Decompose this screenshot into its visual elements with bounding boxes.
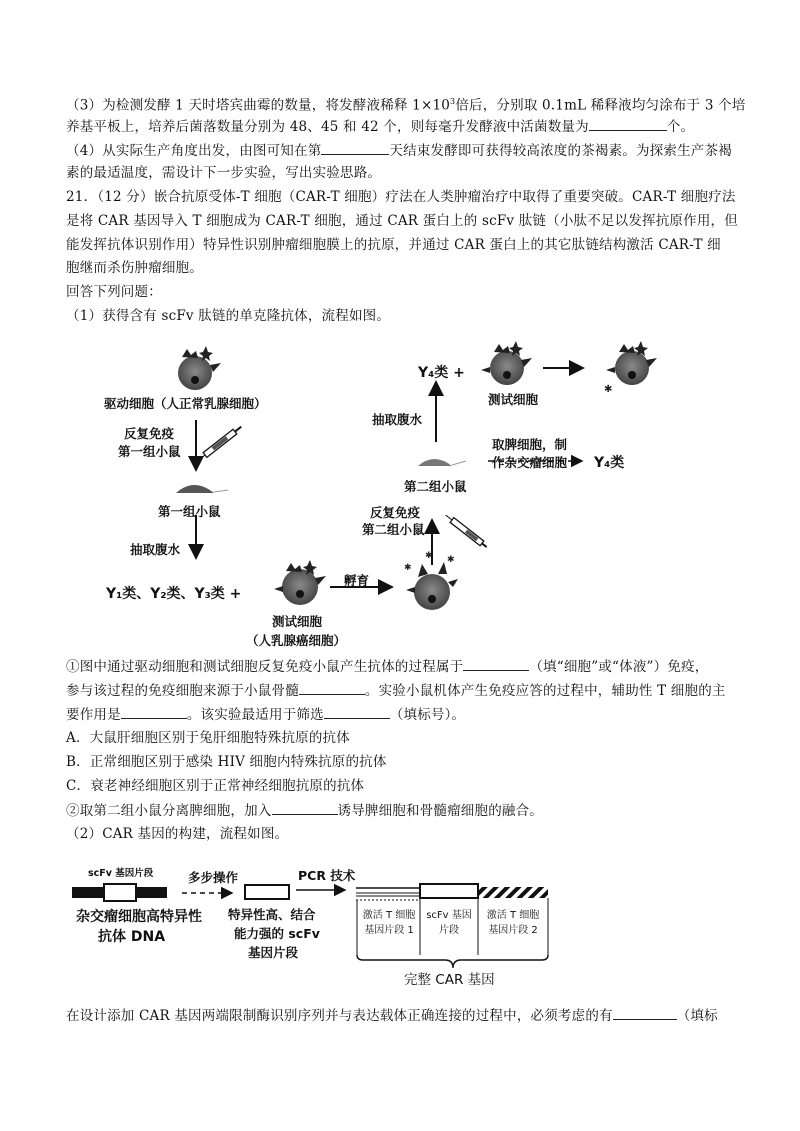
mouse-icon — [418, 459, 466, 466]
svg-text:✱: ✱ — [604, 384, 613, 395]
q1-2-line — [66, 800, 543, 821]
answer-blank[interactable] — [613, 1005, 677, 1020]
q4-text: （4）从实际生产角度出发，由图可知在第 — [66, 143, 322, 159]
segment-text: 基因片段 1 — [364, 925, 414, 936]
q3-text: 倍后，分别取 0.1mL 稀释液均匀涂布于 3 个培 — [455, 97, 746, 114]
test-cell-label: （人乳腺癌细胞） — [246, 633, 347, 648]
segment-text: 激活 T 细胞 — [486, 910, 540, 921]
q21-line-1: 21．（12 分）嵌合抗原受体-T 细胞（CAR-T 细胞）疗法在人类肿瘤治疗中取得了重要突破。CAR-T 细胞疗法 — [66, 189, 736, 205]
q-text: ②取第二组小鼠分离脾细胞，加入 — [66, 803, 272, 819]
mouse1-label: 第一组小鼠 — [158, 504, 221, 519]
svg-text:✱: ✱ — [404, 563, 412, 573]
hybridoma-label: 杂交瘤细胞高特异性 — [76, 909, 202, 925]
q21-line-4: 胞继而杀伤肿瘤细胞。 — [66, 260, 203, 276]
immunize-label: 第二组小鼠 — [362, 522, 425, 537]
option-b: B．正常细胞区别于感染 HIV 细胞内特殊抗原的抗体 — [66, 754, 387, 770]
immunize-label: 反复免疫 — [370, 505, 421, 520]
answer-blank[interactable] — [299, 680, 365, 695]
test-cell-icon — [274, 560, 326, 605]
q4-line-2: 素的最适温度，需设计下一步实验，写出实验思路。 — [66, 165, 382, 181]
mouse-icon — [176, 485, 228, 493]
answer-blank[interactable] — [121, 704, 187, 719]
q1-1-line-3 — [66, 704, 465, 725]
antibodies-label: Y₁类、Y₂类、Y₃类 + — [106, 586, 242, 602]
mouse2-label: 第二组小鼠 — [404, 479, 467, 494]
spleen-label: 取脾细胞，制 — [492, 437, 568, 452]
part2-title: （2）CAR 基因的构建，流程如图。 — [66, 826, 289, 842]
q-text: 诱导脾细胞和骨髓瘤细胞的融合。 — [337, 803, 543, 819]
q-text: （填标号）。 — [389, 707, 466, 723]
y4-result-label: Y₄类 — [594, 455, 625, 471]
scfv-fragment-box — [245, 885, 289, 899]
answer-blank[interactable] — [324, 704, 390, 719]
q1-1-line-2 — [66, 680, 726, 701]
q3-text: （3）为检测发酵 1 天时塔宾曲霉的数量，将发酵液稀释 1×10 — [66, 97, 451, 114]
segment-text: 片段 — [439, 925, 459, 936]
test-cell-icon — [604, 341, 657, 395]
q3-line-2 — [66, 116, 694, 137]
q-text: 在设计添加 CAR 基因两端限制酶识别序列并与表达载体正确连接的过程中，必须考虑的有 — [66, 1008, 613, 1024]
q3-line-1 — [66, 92, 746, 116]
q4-line-1 — [66, 140, 732, 161]
pcr-label: PCR 技术 — [298, 868, 356, 883]
spleen-label: 作杂交瘤细胞 — [492, 455, 568, 470]
segment-text: scFv 基因 — [426, 910, 472, 921]
q21-line-2: 是将 CAR 基因导入 T 细胞成为 CAR-T 细胞，通过 CAR 蛋白上的 scFv 肽链（小肽不足以发挥抗原作用，但 — [66, 213, 738, 229]
q-text: （填“细胞”或“体液”）免疫， — [529, 659, 709, 675]
q3-text: 个。 — [666, 119, 695, 135]
segment-scfv-label — [420, 908, 478, 938]
final-line — [66, 1005, 718, 1026]
hybridoma-label: 抗体 DNA — [98, 929, 166, 945]
immunize-label: 第一组小鼠 — [118, 444, 181, 459]
q-text: （填标 — [676, 1008, 718, 1024]
diagram1-graphics — [0, 330, 800, 660]
q-text: 。实验小鼠机体产生免疫应答的过程中，辅助性 T 细胞的主 — [364, 683, 726, 699]
q-text: ①图中通过驱动细胞和测试细胞反复免疫小鼠产生抗体的过程属于 — [66, 659, 464, 675]
scfv-desc: 特异性高、结合 — [228, 907, 316, 922]
ascites-label: 抽取腹水 — [130, 542, 181, 557]
svg-text:✱: ✱ — [425, 551, 433, 561]
scfv-desc: 基因片段 — [248, 945, 299, 960]
q4-text: 天结束发酵即可获得较高浓度的茶褐素。为探索生产茶褐 — [389, 143, 732, 159]
q21-part1-title: （1）获得含有 scFv 肽链的单克隆抗体，流程如图。 — [66, 308, 391, 324]
segment-2-label — [478, 908, 548, 938]
driver-cell-label: 驱动细胞（人正常乳腺细胞） — [104, 396, 267, 411]
option-c: C．衰老神经细胞区别于正常神经细胞抗原的抗体 — [66, 778, 365, 794]
scfv-desc: 能力强的 scFv — [234, 926, 320, 941]
hatched-segment — [478, 887, 548, 898]
y4-label: Y₄类 + — [418, 365, 465, 381]
segment-1-label — [358, 908, 420, 938]
test-cell-icon — [481, 341, 532, 385]
brace — [357, 955, 548, 968]
incubate-label: 孵育 — [344, 573, 370, 588]
q-text: 。该实验最适用于筛选 — [186, 707, 324, 723]
segment-text: 激活 T 细胞 — [362, 910, 416, 921]
test-cell-label: 测试细胞 — [272, 614, 323, 629]
complete-car-label: 完整 CAR 基因 — [404, 972, 495, 988]
car-scfv-box — [420, 884, 478, 898]
q1-1-line-1 — [66, 656, 708, 677]
syringe-icon — [444, 513, 489, 550]
exponent: 3 — [450, 97, 456, 106]
answer-blank[interactable] — [589, 116, 667, 131]
q21-line-3: 能发挥抗体识别作用）特异性识别肿瘤细胞膜上的抗原，并通过 CAR 蛋白上的其它肽链结构激活 CAR-T 细 — [66, 237, 721, 253]
q3-text: 养基平板上，培养后菌落数量分别为 48、45 和 42 个，则每毫升发酵液中活菌数量为 — [66, 119, 589, 135]
option-a: A．大鼠肝细胞区别于兔肝细胞特殊抗原的抗体 — [66, 730, 350, 746]
immunize-label: 反复免疫 — [124, 426, 175, 441]
q-text: 要作用是 — [66, 707, 121, 723]
driver-cell-icon — [178, 346, 221, 390]
scfv-fragment-label: scFv 基因片段 — [88, 868, 154, 879]
multi-step-label: 多步操作 — [188, 870, 239, 885]
answer-blank[interactable] — [272, 800, 338, 815]
answer-blank[interactable] — [463, 656, 529, 671]
test-cell-label: 测试细胞 — [488, 392, 539, 407]
scfv-segment — [104, 884, 136, 901]
syringe-icon — [194, 424, 243, 464]
ascites-label: 抽取腹水 — [372, 412, 423, 427]
answer-blank[interactable] — [321, 140, 389, 155]
svg-text:✱: ✱ — [447, 555, 455, 565]
segment-text: 基因片段 2 — [488, 925, 538, 936]
q21-prompt: 回答下列问题： — [66, 284, 162, 300]
q-text: 参与该过程的免疫细胞来源于小鼠骨髓 — [66, 683, 299, 699]
